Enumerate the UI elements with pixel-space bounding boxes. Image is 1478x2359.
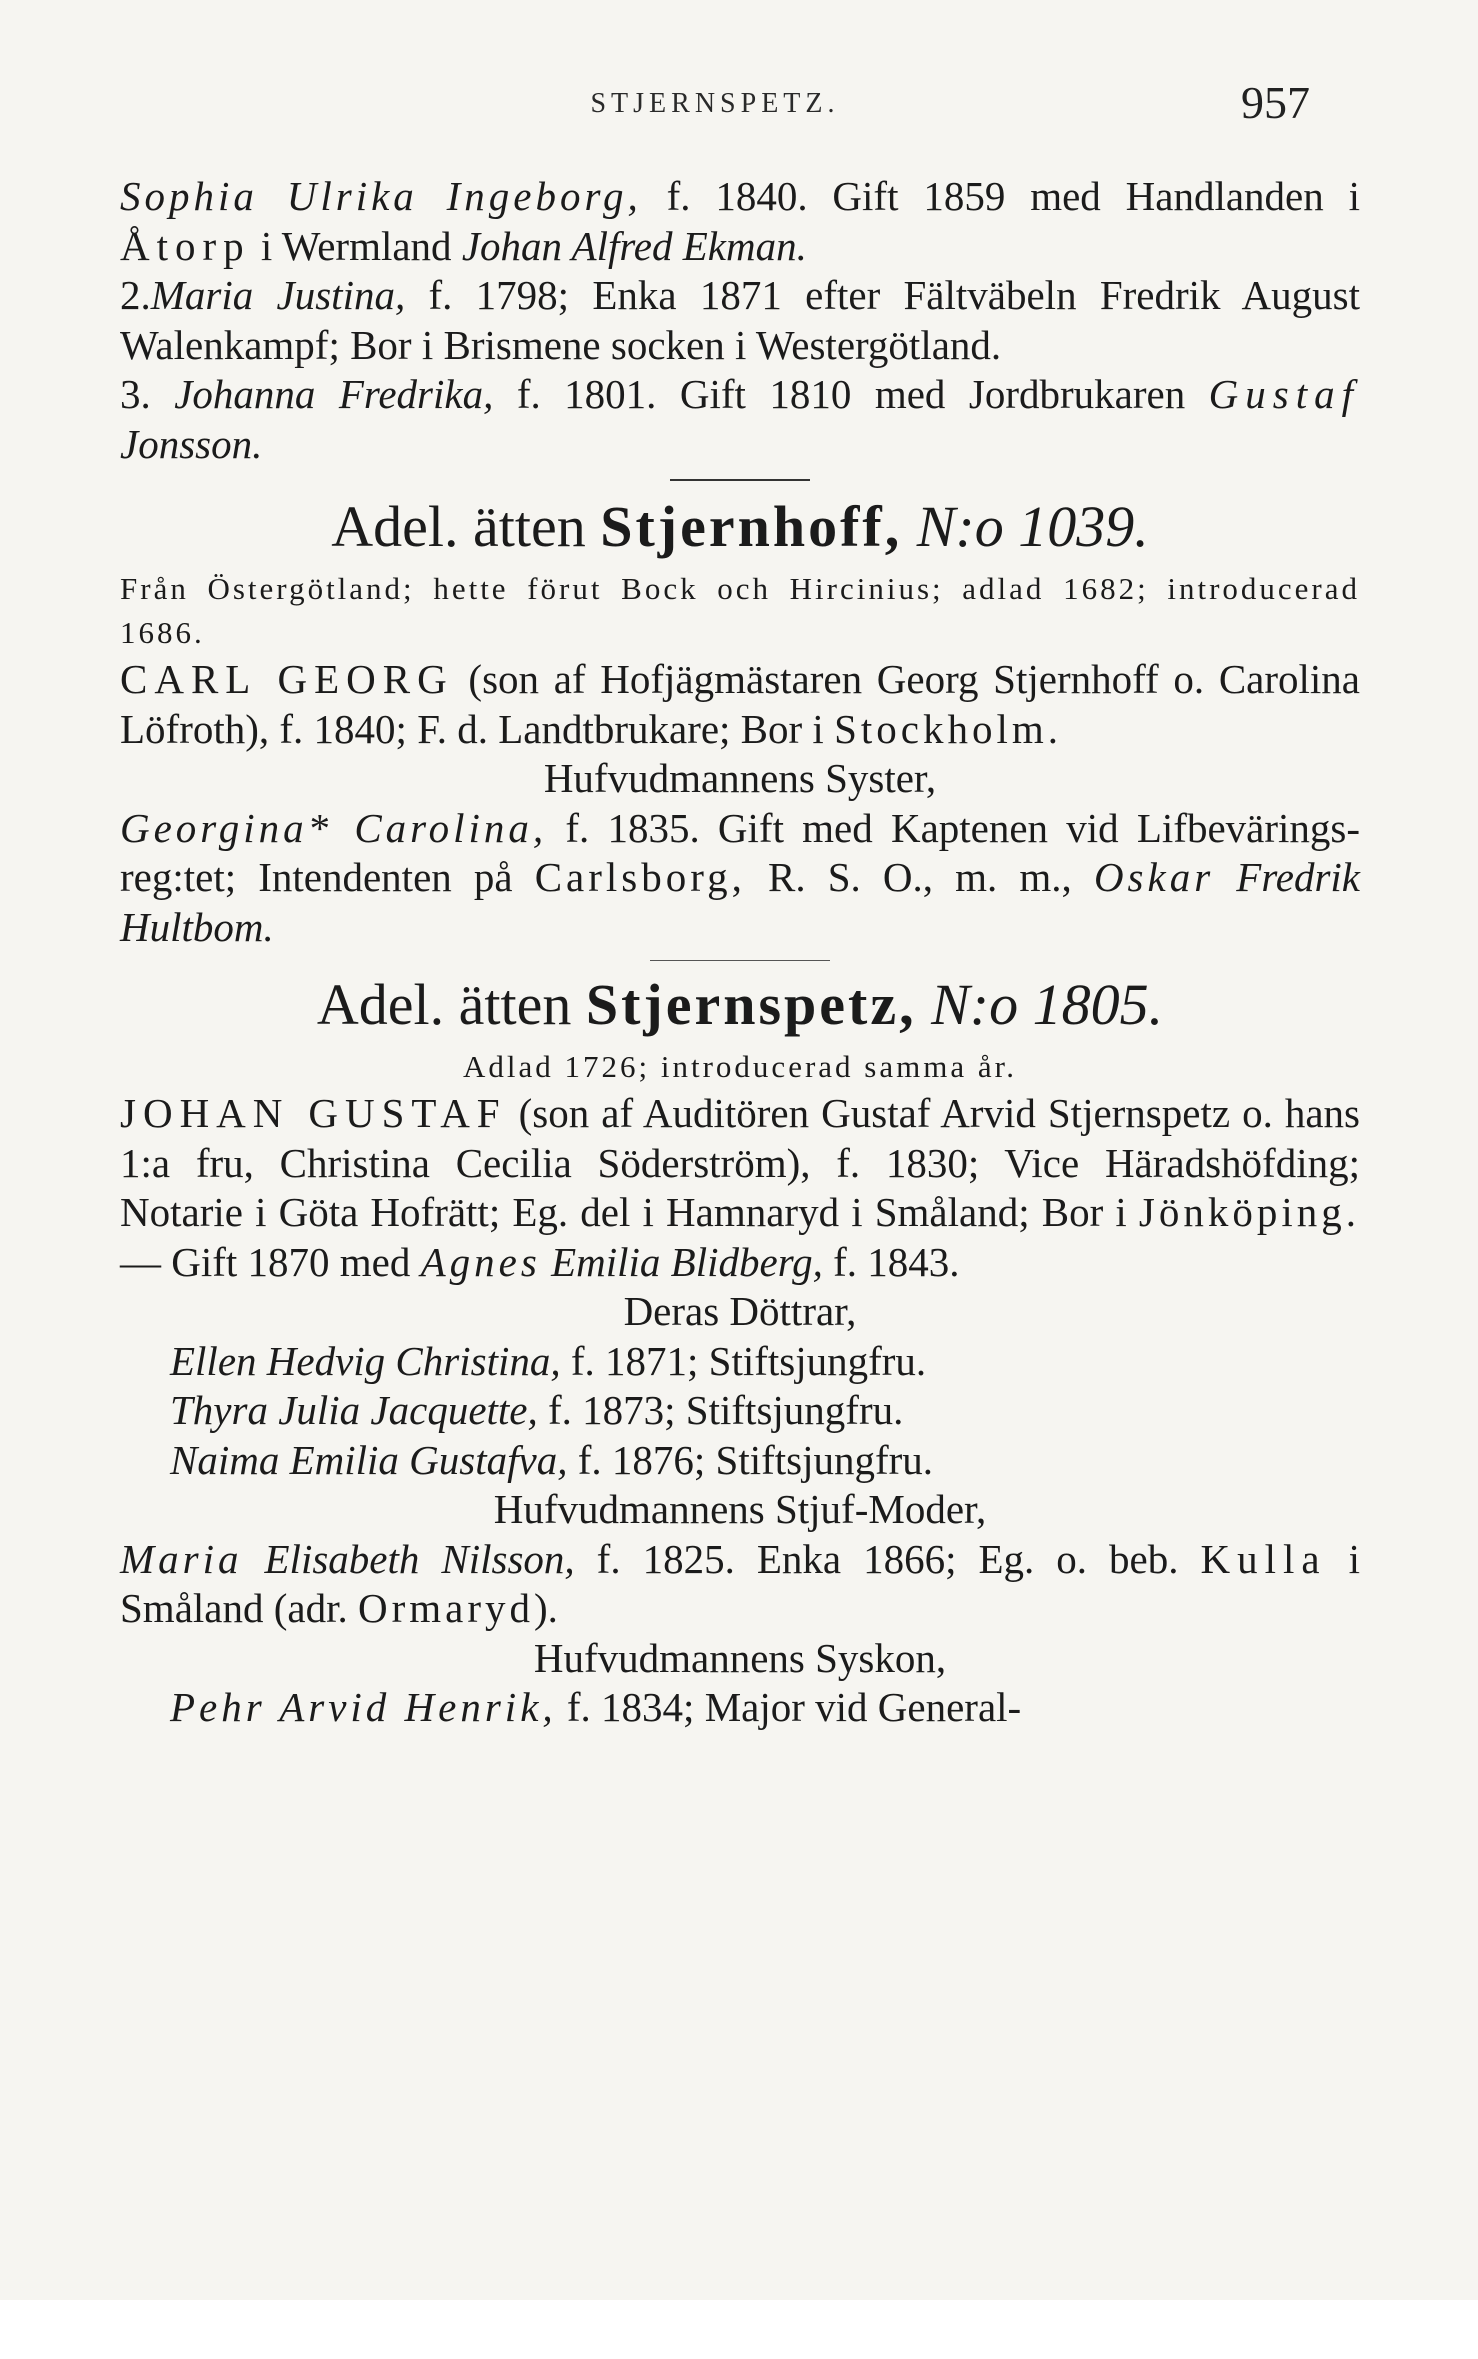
section-divider: [670, 479, 810, 481]
scan-margin: [0, 2300, 1478, 2359]
head-name: CARL GEORG: [120, 656, 454, 702]
person-name: Johanna Fredrika,: [174, 371, 494, 417]
entry-daughter: Thyra Julia Jacquette, f. 1873; Stiftsjungfru.: [170, 1387, 904, 1433]
person-name: Maria: [120, 1535, 243, 1582]
entry-sophia: Sophia Ulrika Ingeborg, f. 1840. Gift 1859 med Handlanden i Åtorp i Wermland Johan Alfred Ekman.: [120, 173, 1360, 269]
entry-johanna: 3. Johanna Fredrika, f. 1801. Gift 1810 med Jordbrukaren Gustaf Jonsson.: [120, 371, 1361, 467]
family-heading-stjernspetz: Adel. ätten Stjernspetz, N:o 1805.: [316, 972, 1164, 1037]
entry-pehr: Pehr Arvid Henrik, f. 1834; Major vid General-: [170, 1684, 1022, 1730]
running-title: STJERNSPETZ.: [590, 88, 840, 119]
subheading-stepmother: Hufvudmannens Stjuf-Moder,: [493, 1486, 987, 1532]
entry-head-stjernhoff: CARL GEORG (son af Hofjägmästaren Georg Stjernhoff o. Carolina Löfroth), f. 1840; F. d. Landtbrukare; Bor i Stockholm.: [120, 656, 1360, 752]
person-name: Georgina* Carolina,: [120, 804, 548, 851]
entry-maria: 2.Maria Justina, f. 1798; Enka 1871 efter Fältväbeln Fredrik August Walenkampf; Bor i Brismene socken i Westergötland.: [120, 272, 1361, 368]
family-origin: Adlad 1726; introducerad samma år.: [463, 1049, 1017, 1084]
page-number: 957: [1241, 77, 1310, 128]
page-body: [120, 172, 1360, 1733]
spouse-name: Johan Alfred Ekman.: [461, 222, 807, 269]
person-name: Maria Justina,: [150, 272, 406, 318]
family-origin: Från Östergötland; hette förut Bock och Hircinius; adlad 1682; introducerad 1686.: [120, 571, 1360, 650]
entry-georgina: Georgina* Carolina, f. 1835. Gift med Kaptenen vid Lifbevärings-reg:tet; Intendenten på Carlsborg, R. S. O., m. m., Oskar Fredrik Hultbom.: [120, 804, 1360, 950]
person-name: Pehr Arvid: [170, 1684, 391, 1730]
entry-head-stjernspetz: JOHAN GUSTAF (son af Auditören Gustaf Arvid Stjernspetz o. hans 1:a fru, Christina Cecilia Söderström), f. 1830; Vice Häradshöfding; Notarie i Göta Hofrätt; Eg. del i Hamnaryd i Småland; Bor i Jönköping. — Gift 1870 med Agnes Emilia Blidberg, f. 1843.: [120, 1090, 1360, 1285]
entry-daughter: Ellen Hedvig Christina, f. 1871; Stiftsjungfru.: [170, 1337, 927, 1384]
person-name: Sophia Ulrika Ingeborg,: [120, 173, 642, 219]
entry-maria-elisabeth: Maria Elisabeth Nilsson, f. 1825. Enka 1866; Eg. o. beb. Kulla i Småland (adr. Ormaryd).: [120, 1535, 1360, 1631]
subheading-sister: Hufvudmannens Syster,: [543, 755, 937, 801]
family-heading-stjernhoff: Adel. ätten Stjernhoff, N:o 1039.: [331, 494, 1149, 559]
head-name: JOHAN GUSTAF: [120, 1090, 507, 1136]
subheading-daughters: Deras Döttrar,: [623, 1288, 857, 1334]
page-header: [120, 78, 1310, 138]
subheading-siblings: Hufvudmannens Syskon,: [533, 1634, 947, 1681]
section-divider: [650, 960, 830, 961]
entry-daughter: Naima Emilia Gustafva, f. 1876; Stiftsjungfru.: [170, 1436, 934, 1483]
